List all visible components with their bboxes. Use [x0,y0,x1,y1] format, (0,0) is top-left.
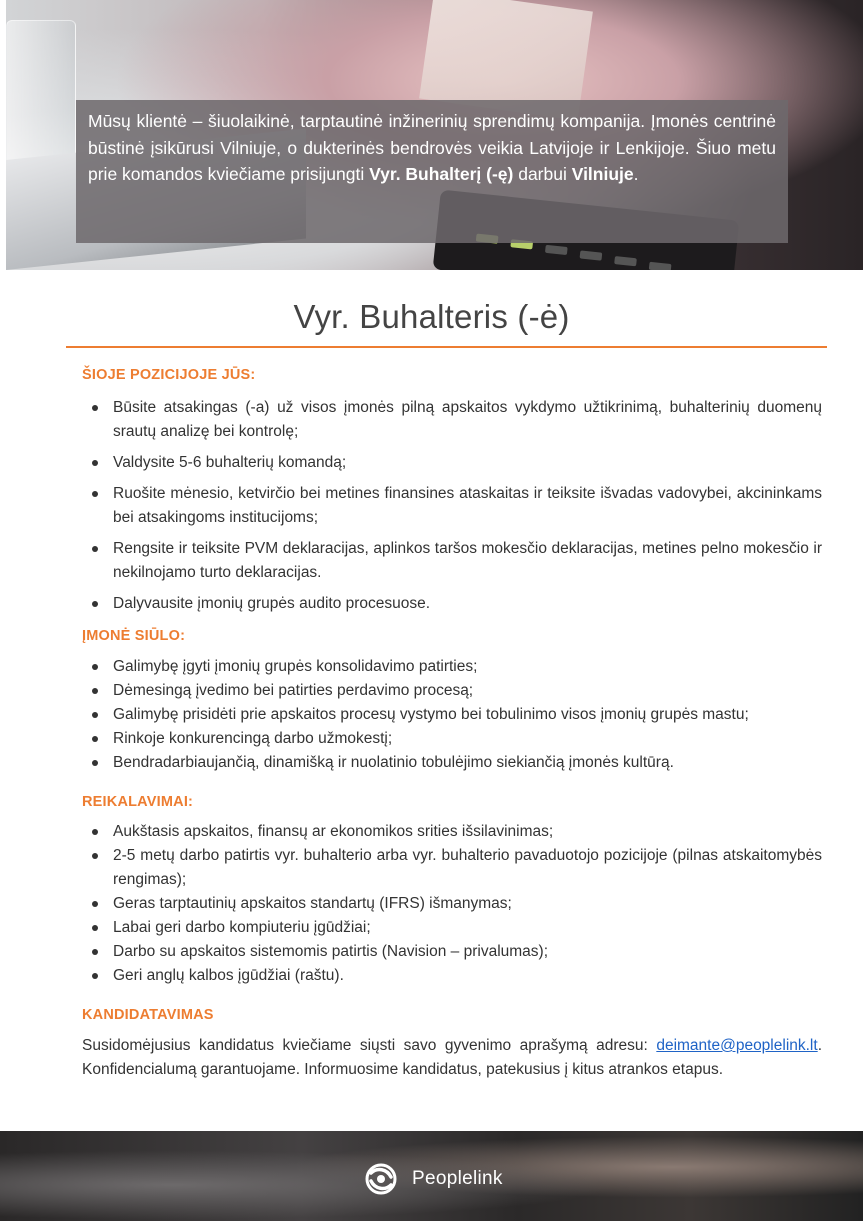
list-item: Būsite atsakingas (-a) už visos įmonės pilną apskaitos vykdymo užtikrinimą, buhalterinių duomenų srautų analizę bei kontrolę; [82,396,822,444]
list-item: Labai geri darbo kompiuteriu įgūdžiai; [82,916,822,940]
list-item: Galimybę prisidėti prie apskaitos procesų vystymo bei tobulinimo visos įmonių grupės mastu; [82,703,822,727]
list-item: Dalyvausite įmonių grupės audito procesuose. [82,592,822,616]
requirements-list [82,820,822,988]
offer-list [82,655,822,775]
brand-name: Peoplelink [412,1168,503,1189]
footer-banner [0,1131,863,1221]
offer-heading: ĮMONĖ SIŪLO: [82,628,186,644]
responsibilities-list [82,396,822,623]
list-item: Dėmesingą įvedimo bei patirties perdavimo procesą; [82,679,822,703]
list-item: Rengsite ir teiksite PVM deklaracijas, aplinkos taršos mokesčio deklaracijas, metines pelno mokesčio ir nekilnojamo turto deklaracijas. [82,537,822,585]
page-title: Vyr. Buhalteris (-ė) [293,298,570,335]
intro-caption [76,100,788,243]
water-glass-shape [6,20,76,170]
responsibilities-heading: ŠIOJE POZICIJOJE JŪS: [82,367,256,383]
caption-position-name: Vyr. Buhalterį (-ę) [369,164,514,184]
list-item: Geras tarptautinių apskaitos standartų (IFRS) išmanymas; [82,892,822,916]
application-heading: KANDIDATAVIMAS [82,1007,214,1023]
brand-logo [363,1161,503,1197]
application-text-after: . Konfidencialumą garantuojame. Informuosime kandidatus, patekusius į kitus atrankos etapus. [82,1037,822,1078]
caption-city: Vilniuje [571,164,634,184]
list-item: Valdysite 5-6 buhalterių komandą; [82,451,822,475]
email-link[interactable]: deimante@peoplelink.lt [656,1037,818,1054]
application-text [82,1034,822,1082]
caption-text-3: . [633,164,639,184]
list-item: 2-5 metų darbo patirtis vyr. buhalterio arba vyr. buhalterio pavaduotojo pozicijoje (pilnas atskaitomybės rengimas); [82,844,822,892]
list-item: Aukštasis apskaitos, finansų ar ekonomikos srities išsilavinimas; [82,820,822,844]
header-photo [6,0,863,270]
application-text-before: Susidomėjusius kandidatus kviečiame siųsti savo gyvenimo aprašymą adresu: [82,1037,657,1054]
list-item: Ruošite mėnesio, ketvirčio bei metines finansines ataskaitas ir teiksite išvadas vadovybei, akcininkams bei atsakingoms institucijoms; [82,482,822,530]
list-item: Darbo su apskaitos sistemomis patirtis (Navision – privalumas); [82,940,822,964]
requirements-heading: REIKALAVIMAI: [82,794,194,810]
list-item: Bendradarbiaujančią, dinamišką ir nuolatinio tobulėjimo siekiančią įmonės kultūrą. [82,751,822,775]
list-item: Galimybę įgyti įmonių grupės konsolidavimo patirties; [82,655,822,679]
caption-text-1: Mūsų klientė – šiuolaikinė, tarptautinė inžinerinių sprendimų kompanija. Įmonės centrinė būstinė įsikūrusi Vilniuje, o dukterinės bendrovės veikia Latvijoje ir Lenkijoje. Šiuo metu prie komandos kviečiame prisijungti [88,111,776,184]
caption-text-2: darbui [513,164,572,184]
list-item: Rinkoje konkurencingą darbo užmokestį; [82,727,822,751]
title-divider [66,346,827,348]
peoplelink-logo-icon [363,1161,399,1197]
list-item: Geri anglų kalbos įgūdžiai (raštu). [82,964,822,988]
